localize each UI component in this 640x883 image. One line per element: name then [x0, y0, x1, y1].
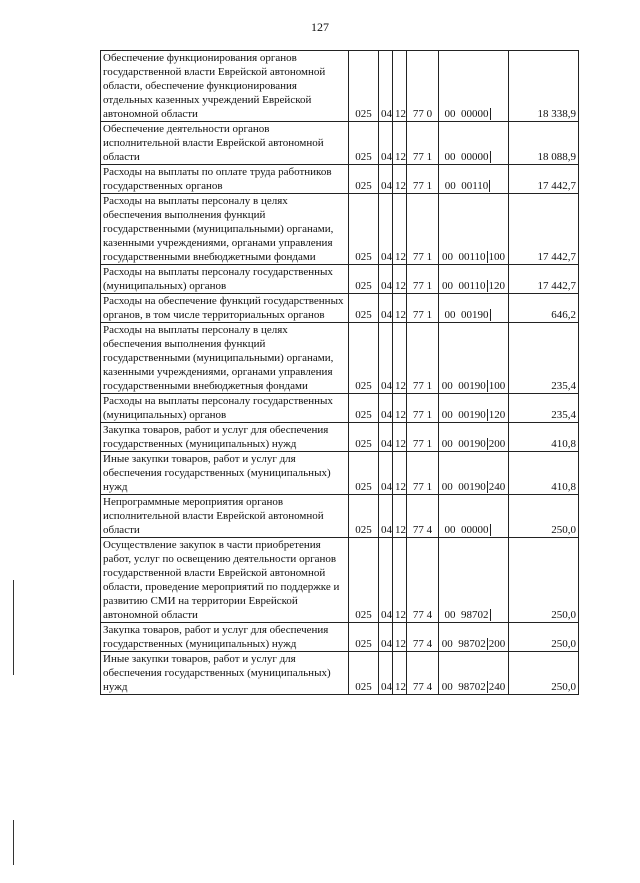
- expense-name: Расходы на обеспечение функций государственных органов, в том числе территориальных органов: [101, 294, 349, 323]
- subprogram-code: 0: [426, 108, 433, 120]
- amount-cell: 18 338,9: [509, 51, 579, 122]
- program-code: 77: [412, 251, 424, 263]
- subprogram-code: 4: [426, 524, 433, 536]
- target-article-detail: [439, 423, 509, 452]
- expense-name: Закупка товаров, работ и услуг для обеспечения государственных (муниципальных) нужд: [101, 423, 349, 452]
- article-detail-code: 00000: [461, 108, 489, 120]
- subprogram-code: 1: [426, 409, 433, 421]
- program-code: 77: [412, 180, 424, 192]
- table-row: [101, 394, 579, 423]
- section-code: 04: [379, 122, 393, 165]
- expense-name: Обеспечение деятельности органов исполнительной власти Еврейской автономной области: [101, 122, 349, 165]
- margin-line-upper: [13, 580, 14, 675]
- subsection-code: 12: [393, 294, 407, 323]
- section-code: 04: [379, 452, 393, 495]
- grbs-code: 025: [349, 122, 379, 165]
- table-row: [101, 51, 579, 122]
- page-number: 127: [311, 20, 329, 34]
- target-article-detail: [439, 538, 509, 623]
- target-article-detail: [439, 165, 509, 194]
- grbs-code: 025: [349, 194, 379, 265]
- target-article-code: [407, 51, 439, 122]
- target-article-code: [407, 122, 439, 165]
- amount-cell: 17 442,7: [509, 194, 579, 265]
- target-article-code: [407, 394, 439, 423]
- table-row: [101, 538, 579, 623]
- subprogram-code: 4: [426, 638, 433, 650]
- article-detail-code: 98702: [458, 638, 486, 650]
- article-group-code: 00: [444, 151, 456, 163]
- expense-name: Расходы на выплаты по оплате труда работников государственных органов: [101, 165, 349, 194]
- article-group-code: 00: [441, 409, 453, 421]
- article-detail-code: 00190: [458, 409, 486, 421]
- article-detail-code: 00190: [458, 380, 486, 392]
- article-group-code: 00: [444, 180, 456, 192]
- subprogram-code: 1: [426, 481, 433, 493]
- grbs-code: 025: [349, 652, 379, 695]
- article-detail-code: 00000: [461, 524, 489, 536]
- table-row: [101, 623, 579, 652]
- target-article-detail: [439, 194, 509, 265]
- subprogram-code: 1: [426, 151, 433, 163]
- article-detail-code: 00110: [458, 280, 486, 292]
- section-code: 04: [379, 294, 393, 323]
- article-group-code: 00: [444, 609, 456, 621]
- program-code: 77: [412, 309, 424, 321]
- subsection-code: 12: [393, 51, 407, 122]
- expense-name: Непрограммные мероприятия органов исполнительной власти Еврейской автономной области: [101, 495, 349, 538]
- expense-type-code: 100: [488, 380, 506, 392]
- article-group-code: 00: [441, 280, 453, 292]
- target-article-code: [407, 423, 439, 452]
- program-code: 77: [412, 409, 424, 421]
- amount-cell: 250,0: [509, 538, 579, 623]
- expense-type-code: 120: [488, 280, 506, 292]
- margin-line-lower: [13, 820, 14, 865]
- table-row: [101, 652, 579, 695]
- amount-cell: 250,0: [509, 623, 579, 652]
- target-article-detail: [439, 495, 509, 538]
- article-group-code: 00: [441, 481, 453, 493]
- article-detail-code: 00110: [458, 251, 486, 263]
- target-article-code: [407, 265, 439, 294]
- target-article-detail: [439, 265, 509, 294]
- subsection-code: 12: [393, 194, 407, 265]
- expense-type-code: 200: [488, 438, 506, 450]
- subsection-code: 12: [393, 323, 407, 394]
- target-article-detail: [439, 323, 509, 394]
- amount-cell: 18 088,9: [509, 122, 579, 165]
- expense-name: Иные закупки товаров, работ и услуг для обеспечения государственных (муниципальных) нужд: [101, 452, 349, 495]
- amount-cell: 250,0: [509, 495, 579, 538]
- target-article-detail: [439, 452, 509, 495]
- target-article-code: [407, 495, 439, 538]
- expense-type-code: 240: [488, 481, 506, 493]
- target-article-detail: [439, 51, 509, 122]
- expense-name: Обеспечение функционирования органов государственной власти Еврейской автономной области, обеспечение функционирования отдельных казенных учреждений Еврейской автономной области: [101, 51, 349, 122]
- grbs-code: 025: [349, 394, 379, 423]
- grbs-code: 025: [349, 165, 379, 194]
- article-group-code: 00: [444, 309, 456, 321]
- expense-type-code: [490, 309, 503, 321]
- grbs-code: 025: [349, 265, 379, 294]
- subprogram-code: 1: [426, 180, 433, 192]
- target-article-detail: [439, 652, 509, 695]
- subsection-code: 12: [393, 165, 407, 194]
- subsection-code: 12: [393, 495, 407, 538]
- subprogram-code: 1: [426, 380, 433, 392]
- subprogram-code: 1: [426, 251, 433, 263]
- article-detail-code: 00190: [458, 438, 486, 450]
- grbs-code: 025: [349, 323, 379, 394]
- target-article-code: [407, 623, 439, 652]
- article-detail-code: 00190: [458, 481, 486, 493]
- expense-name: Иные закупки товаров, работ и услуг для обеспечения государственных (муниципальных) нужд: [101, 652, 349, 695]
- program-code: 77: [412, 280, 424, 292]
- subsection-code: 12: [393, 452, 407, 495]
- program-code: 77: [412, 638, 424, 650]
- table-row: [101, 495, 579, 538]
- target-article-code: [407, 323, 439, 394]
- section-code: 04: [379, 495, 393, 538]
- grbs-code: 025: [349, 51, 379, 122]
- article-group-code: 00: [441, 638, 453, 650]
- article-group-code: 00: [441, 681, 453, 693]
- table-row: [101, 294, 579, 323]
- table-row: [101, 122, 579, 165]
- section-code: 04: [379, 652, 393, 695]
- expense-name: Расходы на выплаты персоналу в целях обеспечения выполнения функций государственными (муниципальными) органами, казенными учреждениями, органами управления государственными внебюджетныя фондами: [101, 323, 349, 394]
- grbs-code: 025: [349, 452, 379, 495]
- expense-type-code: [490, 609, 503, 621]
- article-detail-code: 98702: [461, 609, 489, 621]
- program-code: 77: [412, 524, 424, 536]
- section-code: 04: [379, 265, 393, 294]
- target-article-code: [407, 652, 439, 695]
- table-row: [101, 265, 579, 294]
- grbs-code: 025: [349, 623, 379, 652]
- subsection-code: 12: [393, 538, 407, 623]
- amount-cell: 410,8: [509, 452, 579, 495]
- article-detail-code: 98702: [458, 681, 486, 693]
- target-article-detail: [439, 294, 509, 323]
- table-row: [101, 323, 579, 394]
- subprogram-code: 1: [426, 309, 433, 321]
- subprogram-code: 1: [426, 280, 433, 292]
- amount-cell: 646,2: [509, 294, 579, 323]
- subprogram-code: 1: [426, 438, 433, 450]
- section-code: 04: [379, 323, 393, 394]
- expense-type-code: 200: [488, 638, 506, 650]
- table-row: [101, 423, 579, 452]
- section-code: 04: [379, 623, 393, 652]
- subprogram-code: 4: [426, 609, 433, 621]
- article-group-code: 00: [444, 524, 456, 536]
- grbs-code: 025: [349, 538, 379, 623]
- expense-name: Осуществление закупок в части приобретения работ, услуг по освещению деятельности органов государственной власти Еврейской автономной области, проведение мероприятий по поддержке и развитию СМИ на территории Еврейской автономной области: [101, 538, 349, 623]
- article-group-code: 00: [441, 380, 453, 392]
- section-code: 04: [379, 423, 393, 452]
- amount-cell: 17 442,7: [509, 265, 579, 294]
- subsection-code: 12: [393, 623, 407, 652]
- subsection-code: 12: [393, 423, 407, 452]
- target-article-code: [407, 294, 439, 323]
- article-detail-code: 00110: [461, 180, 489, 192]
- expense-type-code: [490, 524, 503, 536]
- program-code: 77: [412, 681, 424, 693]
- amount-cell: 410,8: [509, 423, 579, 452]
- amount-cell: 250,0: [509, 652, 579, 695]
- expense-type-code: 240: [488, 681, 506, 693]
- table-row: [101, 165, 579, 194]
- subsection-code: 12: [393, 122, 407, 165]
- table-row: [101, 194, 579, 265]
- target-article-detail: [439, 394, 509, 423]
- article-group-code: 00: [441, 438, 453, 450]
- section-code: 04: [379, 538, 393, 623]
- program-code: 77: [412, 380, 424, 392]
- amount-cell: 235,4: [509, 394, 579, 423]
- grbs-code: 025: [349, 495, 379, 538]
- program-code: 77: [412, 481, 424, 493]
- grbs-code: 025: [349, 423, 379, 452]
- section-code: 04: [379, 194, 393, 265]
- expense-type-code: [490, 151, 503, 163]
- article-group-code: 00: [444, 108, 456, 120]
- program-code: 77: [412, 108, 424, 120]
- target-article-code: [407, 452, 439, 495]
- program-code: 77: [412, 438, 424, 450]
- target-article-code: [407, 194, 439, 265]
- expense-type-code: 120: [488, 409, 506, 421]
- target-article-code: [407, 538, 439, 623]
- grbs-code: 025: [349, 294, 379, 323]
- expense-name: Закупка товаров, работ и услуг для обеспечения государственных (муниципальных) нужд: [101, 623, 349, 652]
- article-detail-code: 00000: [461, 151, 489, 163]
- article-detail-code: 00190: [461, 309, 489, 321]
- subsection-code: 12: [393, 394, 407, 423]
- budget-table: [100, 50, 579, 695]
- subsection-code: 12: [393, 265, 407, 294]
- section-code: 04: [379, 394, 393, 423]
- expense-type-code: 100: [488, 251, 506, 263]
- amount-cell: 17 442,7: [509, 165, 579, 194]
- expense-name: Расходы на выплаты персоналу в целях обеспечения выполнения функций государственными (муниципальными) органами, казенными учреждениями, органами управления государственными внебюджетными фондами: [101, 194, 349, 265]
- target-article-code: [407, 165, 439, 194]
- target-article-detail: [439, 623, 509, 652]
- target-article-detail: [439, 122, 509, 165]
- expense-name: Расходы на выплаты персоналу государственных (муниципальных) органов: [101, 394, 349, 423]
- section-code: 04: [379, 51, 393, 122]
- section-code: 04: [379, 165, 393, 194]
- subsection-code: 12: [393, 652, 407, 695]
- expense-type-code: [489, 180, 502, 192]
- article-group-code: 00: [441, 251, 453, 263]
- amount-cell: 235,4: [509, 323, 579, 394]
- program-code: 77: [412, 609, 424, 621]
- expense-name: Расходы на выплаты персоналу государственных (муниципальных) органов: [101, 265, 349, 294]
- table-row: [101, 452, 579, 495]
- expense-type-code: [490, 108, 503, 120]
- subprogram-code: 4: [426, 681, 433, 693]
- program-code: 77: [412, 151, 424, 163]
